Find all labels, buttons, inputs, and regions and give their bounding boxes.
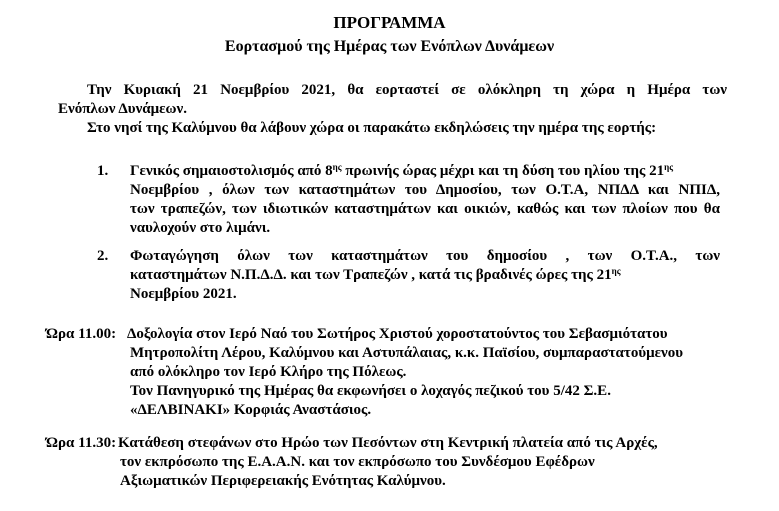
schedule-2-line-1: Κατάθεση στεφάνων στο Ηρώο των Πεσόντων στη Κεντρική πλατεία από τις Αρχές, <box>118 435 658 451</box>
item-1-line-3: των τραπεζών, των ιδιωτικών καταστημάτων και οικιών, καθώς και των πλοίων που θα <box>130 201 720 217</box>
item-1-line-2: Νοεμβρίου , όλων των καταστημάτων του Δημοσίου, των Ο.Τ.Α, ΝΠΔΔ και ΝΠΙΔ, <box>130 182 720 198</box>
intro-line-1: Την Κυριακή 21 Νοεμβρίου 2021, θα εορταστεί σε ολόκληρη τη χώρα η Ημέρα των <box>87 82 727 98</box>
schedule-1-line-4: Τον Πανηγυρικό της Ημέρας θα εκφωνήσει ο λοχαγός πεζικού του 5/42 Σ.Ε. <box>130 383 611 399</box>
item-1-sup-a: ης <box>332 162 342 172</box>
schedule-1-line-1: Δοξολογία στον Ιερό Ναό του Σωτήρος Χριστού χοροστατούντος του Σεβασμιότατου <box>127 326 668 342</box>
schedule-2-time: Ώρα 11.30: <box>46 435 117 451</box>
schedule-1-line-5: «ΔΕΛΒΙΝΑΚΙ» Κορφιάς Αναστάσιος. <box>130 402 372 418</box>
schedule-1-time: Ώρα 11.00: <box>46 326 117 342</box>
schedule-1-line-3: από ολόκληρο τον Ιερό Κλήρο της Πόλεως. <box>130 364 407 380</box>
item-2-line-3: Νοεμβρίου 2021. <box>130 286 237 302</box>
item-1-sup-b: ης <box>664 162 673 172</box>
schedule-2-line-2: τον εκπρόσωπο της Ε.Α.Α.Ν. και τον εκπρόσωπο του Συνδέσμου Εφέδρων <box>120 454 595 470</box>
schedule-2-line-3: Αξιωματικών Περιφερειακής Ενότητας Καλύμνου. <box>120 473 446 489</box>
item-1-number: 1. <box>97 163 109 179</box>
intro-line-3: Στο νησί της Καλύμνου θα λάβουν χώρα οι παρακάτω εκδηλώσεις την ημέρα της εορτής: <box>87 120 657 136</box>
page-title: ΠΡΟΓΡΑΜΜΑ <box>333 13 446 32</box>
item-1-line-1: Γενικός σημαιοστολισμός από $8^{\eta\varsigma}$ πρωινής ώρας μέχρι και τη δύση του ηλίου της $21^{\eta\varsigma}$ <box>130 162 673 179</box>
item-2-sup: ης <box>611 266 621 276</box>
schedule-1-line-2: Μητροπολίτη Λέρου, Καλύμνου και Αστυπάλαιας, κ.κ. Παϊσίου, συμπαραστατούμενου <box>130 345 684 361</box>
item-1-line-4: ναυλοχούν στο λιμάνι. <box>130 220 271 236</box>
item-2-line-2: καταστημάτων Ν.Π.Δ.Δ. και των Τραπεζών , κατά τις βραδινές ώρες της $21^{\eta\varsigma}$ <box>130 266 621 283</box>
page-subtitle: Εορτασμού της Ημέρας των Ενόπλων Δυνάμεων <box>224 38 555 55</box>
intro-line-2: Ενόπλων Δυνάμεων. <box>58 101 187 117</box>
item-2-number: 2. <box>97 248 109 264</box>
item-2-line-1: Φωταγώγηση όλων των καταστημάτων του δημοσίου , των Ο.Τ.Α., των <box>130 248 720 264</box>
